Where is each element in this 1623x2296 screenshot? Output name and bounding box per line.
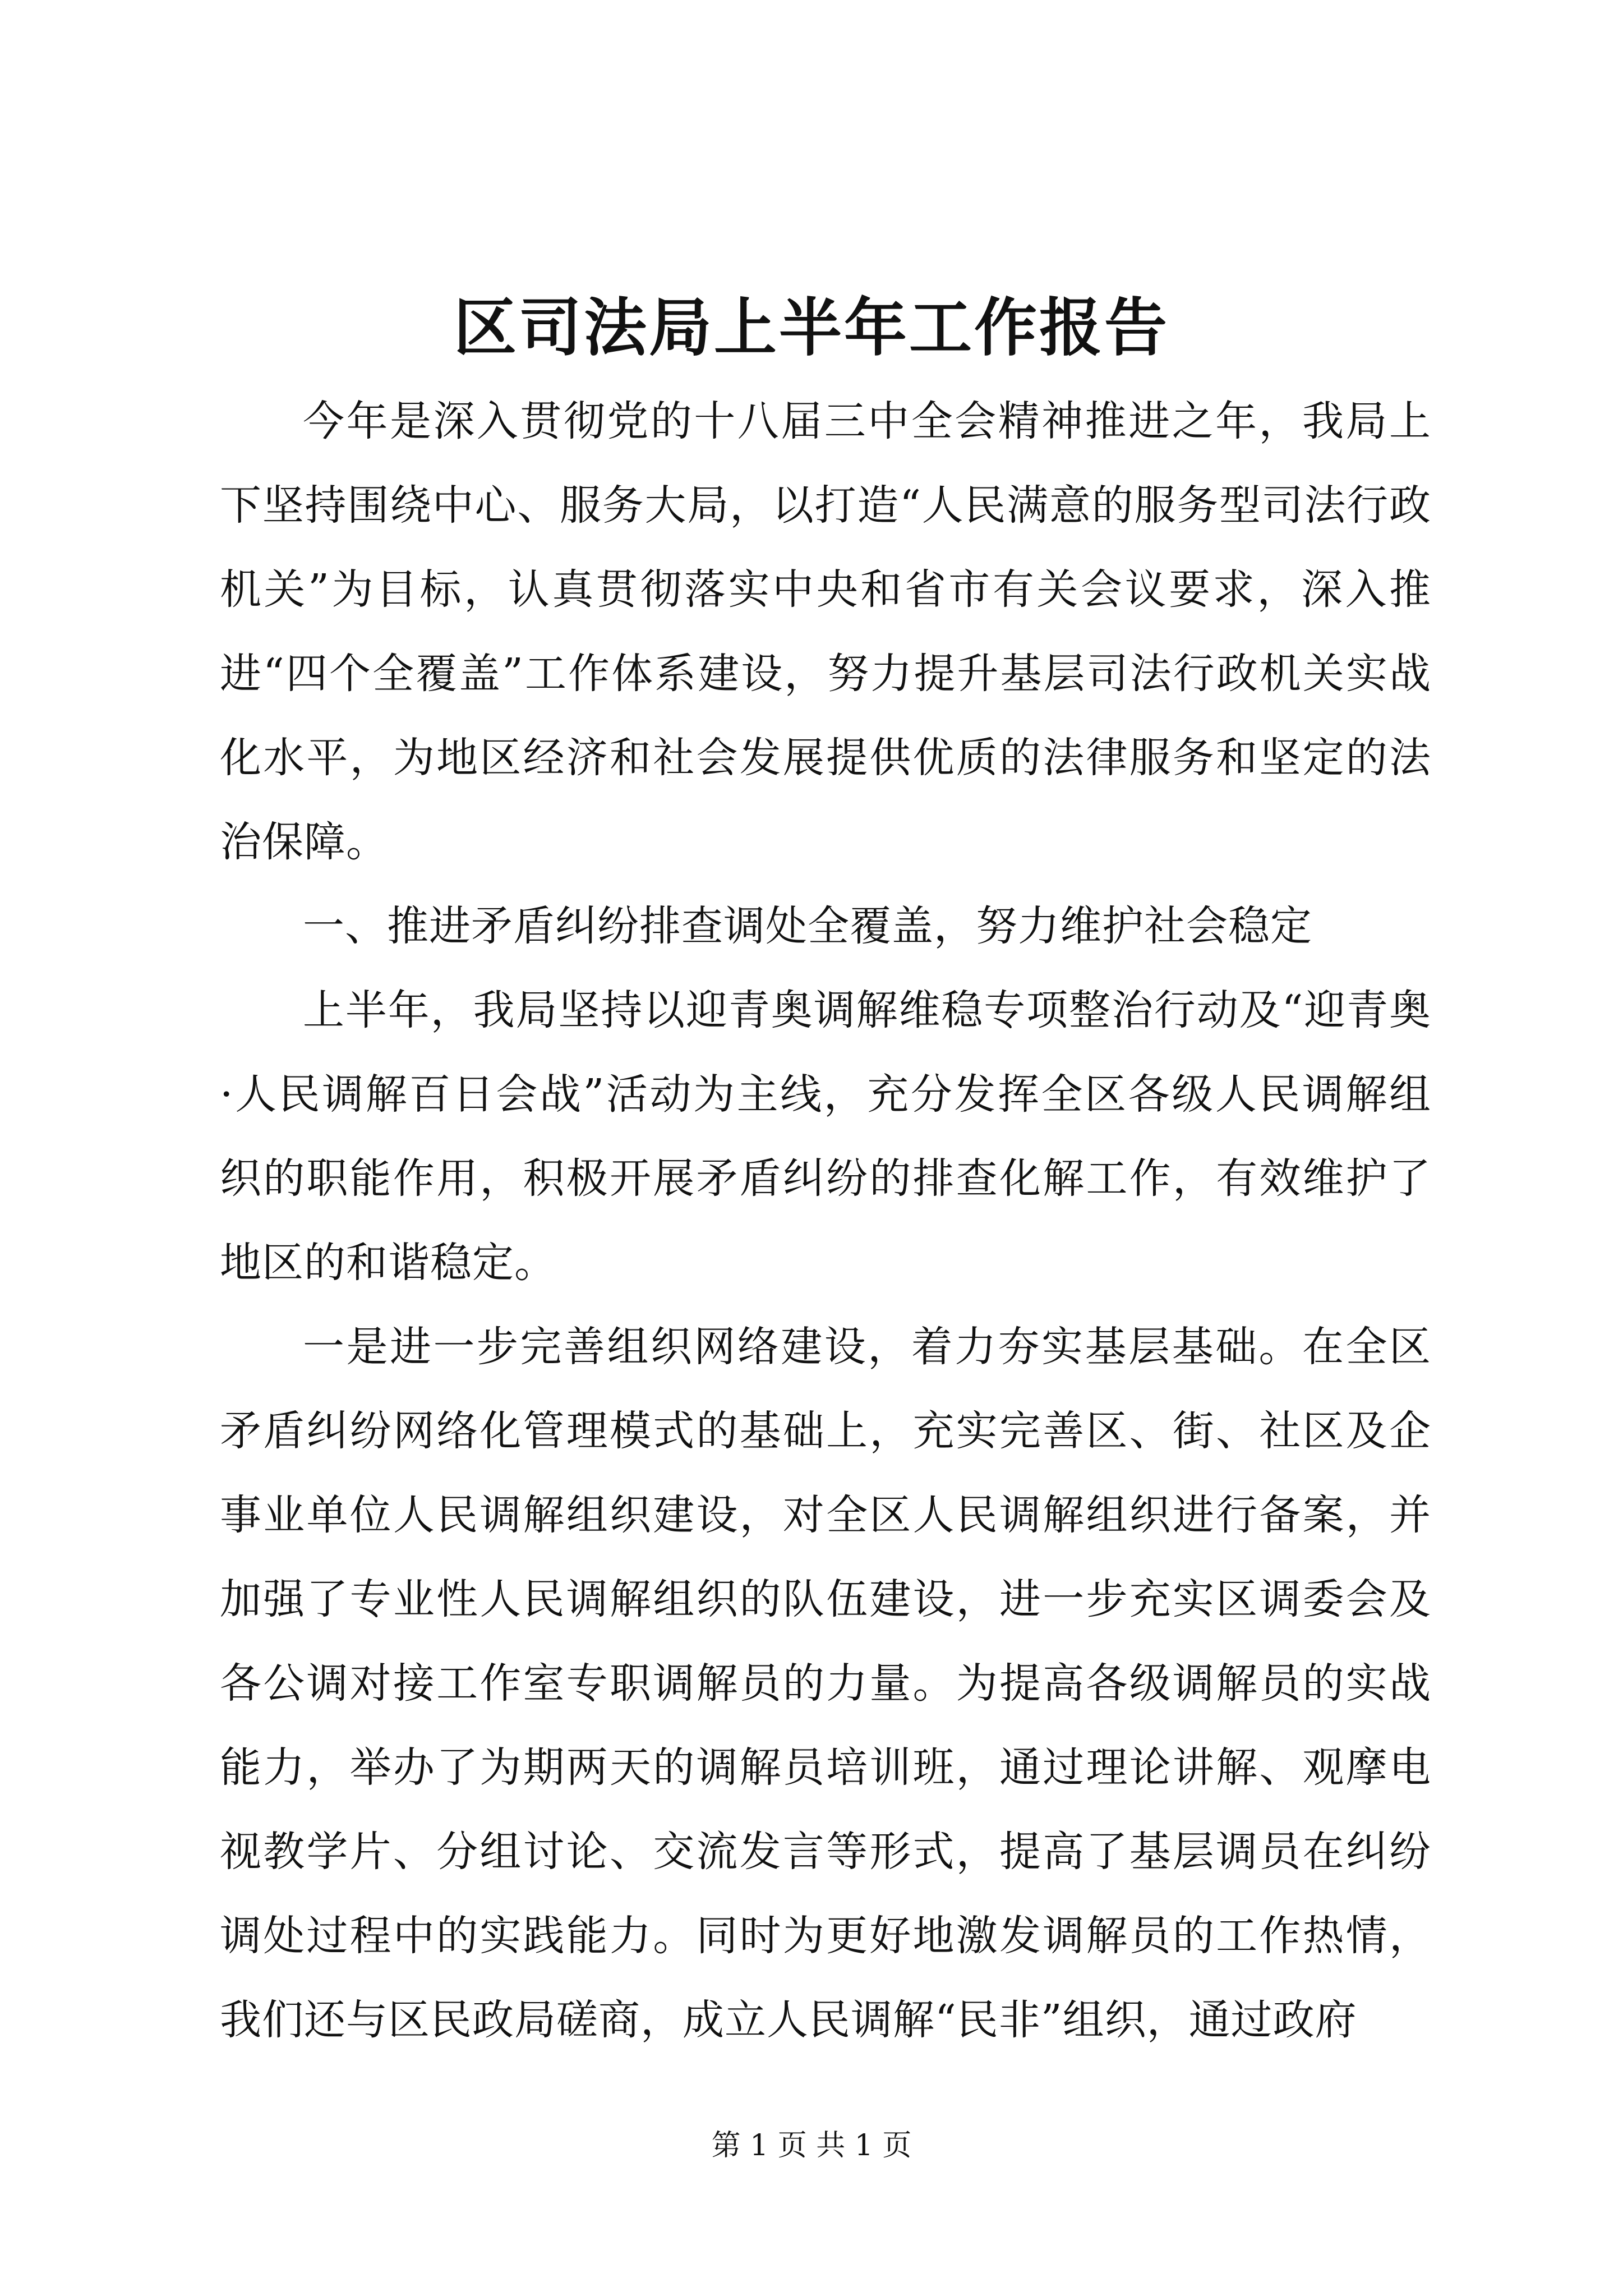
section-heading: 一、推进矛盾纠纷排查调处全覆盖，努力维护社会稳定: [303, 902, 1312, 950]
document-title: 区司法局上半年工作报告: [454, 291, 1169, 365]
section-paragraph: 上半年，我局坚持以迎青奥调解维稳专项整治行动及“迎青奥·人民调解百日会战”活动为主线，充分发挥全区各级人民调解组织的职能作用，积极开展矛盾纠纷的排查化解工作，有效维护了地区的和谐稳定。: [220, 986, 1431, 1287]
document-body: [220, 379, 1431, 2062]
detail-paragraph: 一是进一步完善组织网络建设，着力夯实基层基础。在全区矛盾纠纷网络化管理模式的基础上，充实完善区、街、社区及企事业单位人民调解组织建设，对全区人民调解组织进行备案，并加强了专业性人民调解组织的队伍建设，进一步充实区调委会及各公调对接工作室专职调解员的力量。为提高各级调解员的实战能力，举办了为期两天的调解员培训班，通过理论讲解、观摩电视教学片、分组讨论、交流发言等形式，提高了基层调员在纠纷调处过程中的实践能力。同时为更好地激发调解员的工作热情，我们还与区民政局磋商，成立人民调解“民非”组织，通过政府: [220, 1323, 1431, 2044]
intro-paragraph: 今年是深入贯彻党的十八届三中全会精神推进之年，我局上下坚持围绕中心、服务大局，以打造“人民满意的服务型司法行政机关”为目标，认真贯彻落实中央和省市有关会议要求，深入推进“四个全覆盖”工作体系建设，努力提升基层司法行政机关实战化水平，为地区经济和社会发展提供优质的法律服务和坚定的法治保障。: [220, 397, 1431, 866]
page-number-footer: 第 1 页 共 1 页: [711, 2129, 912, 2162]
